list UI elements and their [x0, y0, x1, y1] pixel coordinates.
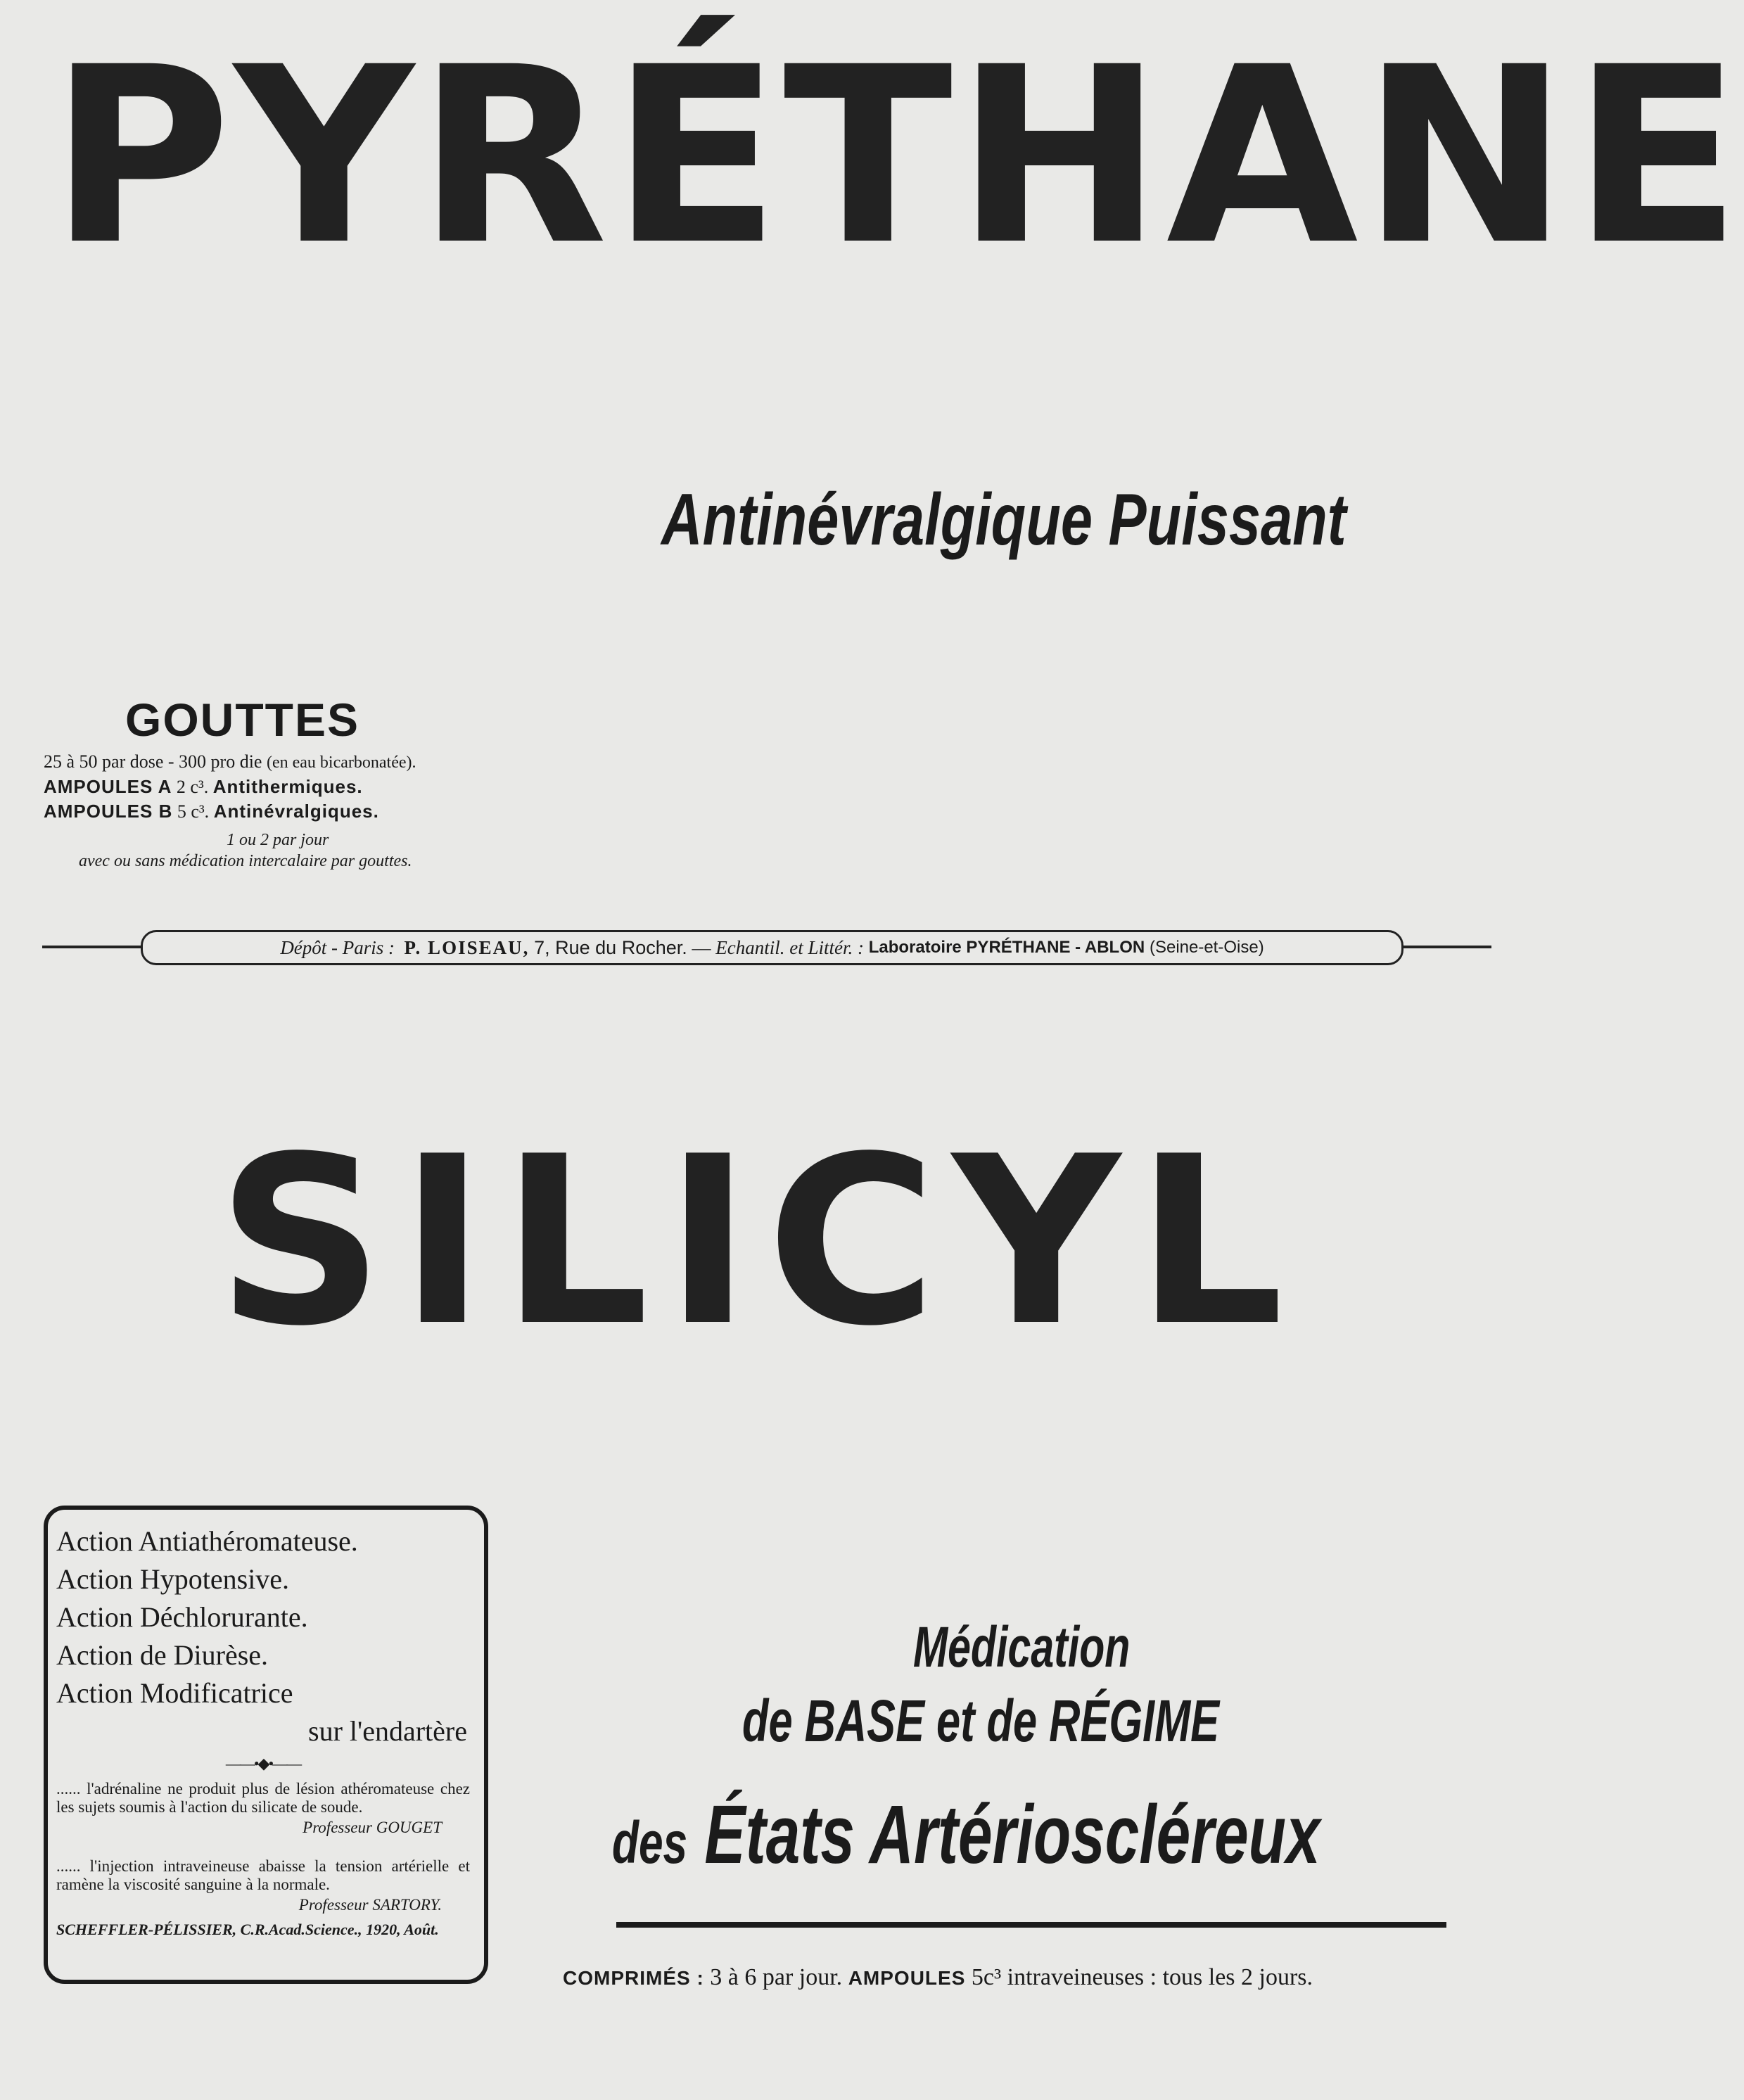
- ampoules-b-label: AMPOULES B: [44, 801, 173, 822]
- gouttes-note: [79, 850, 412, 871]
- author-sartory: Professeur SARTORY.: [298, 1896, 442, 1914]
- depot-samples: Echantil. et Littér. :: [715, 936, 864, 958]
- action-item: Action Déchlorurante.: [56, 1601, 308, 1633]
- ampoules-text: 5c³ intraveineuses : tous les 2 jours.: [971, 1964, 1313, 1990]
- depot-address: 7, Rue du Rocher.: [534, 936, 687, 958]
- ornament-divider: ——•◆•——: [225, 1755, 301, 1772]
- ampoules-b-type: Antinévralgiques.: [213, 801, 379, 822]
- depot-banner-box: [141, 930, 1404, 965]
- gouttes-dose: [44, 751, 416, 772]
- ampoules-b-volume: 5 c³.: [177, 801, 210, 822]
- action-item: Action de Diurèse.: [56, 1639, 269, 1671]
- pyrethane-subtitle: Antinévralgique Puissant: [661, 479, 1347, 561]
- horizontal-rule: [616, 1922, 1446, 1928]
- banner-left-rule: [42, 946, 148, 948]
- comprimes-text: 3 à 6 par jour.: [710, 1964, 843, 1990]
- action-item: Action Antiathéromateuse.: [56, 1525, 358, 1557]
- quote-gouget: ...... l'adrénaline ne produit plus de lésion athéromateuse chez les sujets soumis à l'action du silicate de soude.: [56, 1780, 470, 1816]
- medication-title: Médication: [913, 1615, 1131, 1679]
- action-item: Action Modificatrice: [56, 1677, 293, 1709]
- ampoules-a-volume: 2 c³.: [176, 777, 209, 797]
- medication-line3-main: États Artérioscléreux: [704, 1788, 1320, 1881]
- action-item: Action Hypotensive.: [56, 1563, 290, 1595]
- ampoules-label: AMPOULES: [848, 1967, 966, 1989]
- quote-sartory: ...... l'injection intraveineuse abaisse la tension artérielle et ramène la viscosité sanguine à la normale.: [56, 1857, 470, 1893]
- silicyl-dosage: [563, 1964, 1313, 1991]
- author-gouget: Professeur GOUGET: [303, 1819, 442, 1836]
- gouttes-title: GOUTTES: [125, 694, 360, 746]
- medication-line3: [612, 1787, 1320, 1883]
- banner-right-rule: [1396, 946, 1491, 948]
- depot-prefix: Dépôt - Paris :: [280, 936, 395, 958]
- ampoules-a-line: [44, 776, 363, 798]
- depot-dash: —: [692, 936, 711, 958]
- gouttes-frequency: [227, 829, 329, 850]
- depot-name: P. LOISEAU,: [404, 936, 530, 958]
- depot-banner: [42, 930, 1491, 964]
- ampoules-a-label: AMPOULES A: [44, 776, 172, 797]
- gouttes-frequency-text: 1 ou 2 par jour: [227, 831, 329, 849]
- medication-line3-pre: des: [612, 1809, 688, 1876]
- action-item-end: sur l'endartère: [308, 1715, 467, 1747]
- gouttes-dose-text: 25 à 50 par dose - 300 pro die: [44, 751, 262, 772]
- gouttes-note-text: avec ou sans médication intercalaire par gouttes.: [79, 852, 412, 870]
- gouttes-dose-note: (en eau bicarbonatée).: [266, 753, 416, 772]
- comprimes-label: COMPRIMÉS :: [563, 1967, 704, 1989]
- ampoules-b-line: [44, 801, 379, 822]
- silicyl-title: SILICYL: [217, 1107, 1299, 1377]
- ampoules-a-type: Antithermiques.: [212, 776, 363, 797]
- depot-lab: Laboratoire PYRÉTHANE - ABLON: [868, 938, 1145, 957]
- credit-reference: SCHEFFLER-PÉLISSIER, C.R.Acad.Science., 1920, Août.: [56, 1921, 439, 1938]
- medication-line2: de BASE et de RÉGIME: [742, 1688, 1220, 1754]
- pyrethane-title: PYRÉTHANE: [49, 15, 1744, 298]
- depot-region: (Seine-et-Oise): [1149, 938, 1264, 957]
- actions-box: [44, 1506, 488, 1984]
